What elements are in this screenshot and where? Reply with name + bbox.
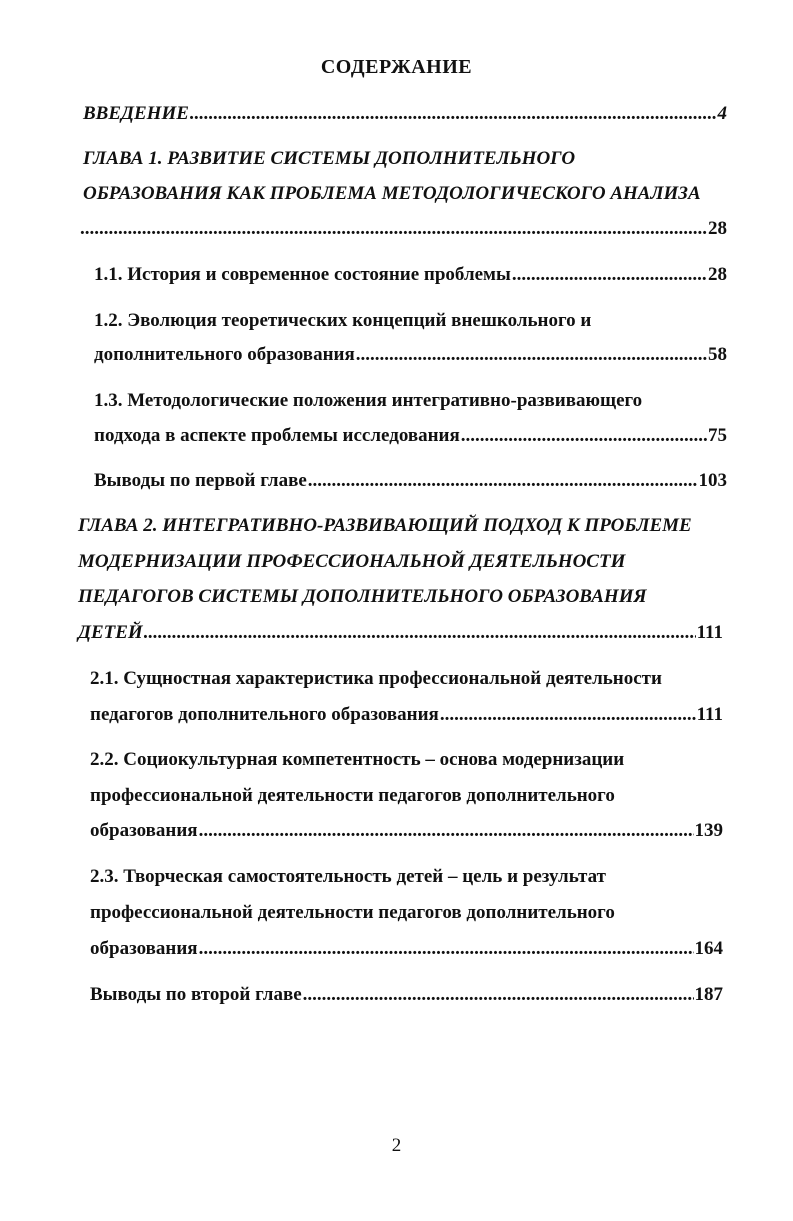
toc-page-number: 164 xyxy=(694,938,723,959)
toc-page-number: 139 xyxy=(694,820,723,841)
toc-entry-2-1-line1: 2.1. Сущностная характеристика профессиональной деятельности xyxy=(90,668,662,689)
toc-entry-text: 1.1. История и современное состояние проблемы xyxy=(94,264,511,285)
toc-entry-text: Выводы по второй главе xyxy=(90,984,302,1005)
leader-dots xyxy=(80,218,707,240)
toc-page-number: 75 xyxy=(708,425,727,446)
chapter1-line1: ГЛАВА 1. РАЗВИТИЕ СИСТЕМЫ ДОПОЛНИТЕЛЬНОГО xyxy=(83,148,576,169)
toc-entry-text: дополнительного образования xyxy=(94,344,355,365)
toc-entry-2-3 xyxy=(90,938,723,960)
toc-entry-text: подхода в аспекте проблемы исследования xyxy=(94,425,460,446)
toc-entry-text: образования xyxy=(90,820,198,841)
toc-entry-chapter1 xyxy=(80,218,727,240)
leader-dots xyxy=(199,820,694,842)
leader-dots xyxy=(190,103,717,125)
toc-page-number: 4 xyxy=(717,103,727,124)
toc-page-number: 58 xyxy=(708,344,727,365)
toc-entry-chapter2 xyxy=(78,622,723,644)
toc-entry-text: ДЕТЕЙ xyxy=(78,622,143,643)
leader-dots xyxy=(199,938,694,960)
leader-dots xyxy=(461,425,707,447)
toc-entry-conclusion1 xyxy=(94,470,727,492)
toc-entry-2-2-line2: профессиональной деятельности педагогов дополнительного xyxy=(90,785,615,806)
leader-dots xyxy=(440,704,696,726)
chapter2-line3: ПЕДАГОГОВ СИСТЕМЫ ДОПОЛНИТЕЛЬНОГО ОБРАЗОВАНИЯ xyxy=(78,586,647,607)
toc-entry-text: ВВЕДЕНИЕ xyxy=(83,103,189,124)
toc-page-number: 111 xyxy=(696,622,723,643)
toc-entry-2-2 xyxy=(90,820,723,842)
leader-dots xyxy=(303,984,694,1006)
toc-page-number: 111 xyxy=(696,704,723,725)
toc-entry-intro xyxy=(83,103,727,125)
toc-entry-conclusion2 xyxy=(90,984,723,1006)
toc-entry-text: педагогов дополнительного образования xyxy=(90,704,439,725)
chapter2-line1: ГЛАВА 2. ИНТЕГРАТИВНО-РАЗВИВАЮЩИЙ ПОДХОД К ПРОБЛЕМЕ xyxy=(78,515,692,536)
toc-entry-1-1 xyxy=(94,264,727,286)
toc-entry-1-2-line1: 1.2. Эволюция теоретических концепций внешкольного и xyxy=(94,310,592,331)
toc-entry-text: Выводы по первой главе xyxy=(94,470,307,491)
chapter1-line2: ОБРАЗОВАНИЯ КАК ПРОБЛЕМА МЕТОДОЛОГИЧЕСКОГО АНАЛИЗА xyxy=(83,183,701,204)
page-number: 2 xyxy=(391,1135,402,1156)
chapter2-line2: МОДЕРНИЗАЦИИ ПРОФЕССИОНАЛЬНОЙ ДЕЯТЕЛЬНОСТИ xyxy=(78,551,626,572)
page-title: СОДЕРЖАНИЕ xyxy=(320,56,473,78)
toc-page-number: 28 xyxy=(708,264,727,285)
toc-entry-2-1 xyxy=(90,704,723,726)
toc-page-number: 187 xyxy=(694,984,723,1005)
toc-page-number: 103 xyxy=(698,470,727,491)
toc-entry-1-2 xyxy=(94,344,727,366)
toc-entry-2-2-line1: 2.2. Социокультурная компетентность – основа модернизации xyxy=(90,749,625,770)
toc-entry-2-3-line1: 2.3. Творческая самостоятельность детей – цель и результат xyxy=(90,866,606,887)
toc-entry-1-3-line1: 1.3. Методологические положения интегративно-развивающего xyxy=(94,390,643,411)
toc-entry-1-3 xyxy=(94,425,727,447)
toc-entry-2-3-line2: профессиональной деятельности педагогов дополнительного xyxy=(90,902,615,923)
toc-entry-text: образования xyxy=(90,938,198,959)
leader-dots xyxy=(356,344,707,366)
leader-dots xyxy=(144,622,696,644)
leader-dots xyxy=(308,470,698,492)
leader-dots xyxy=(512,264,707,286)
toc-page-number: 28 xyxy=(708,218,727,239)
